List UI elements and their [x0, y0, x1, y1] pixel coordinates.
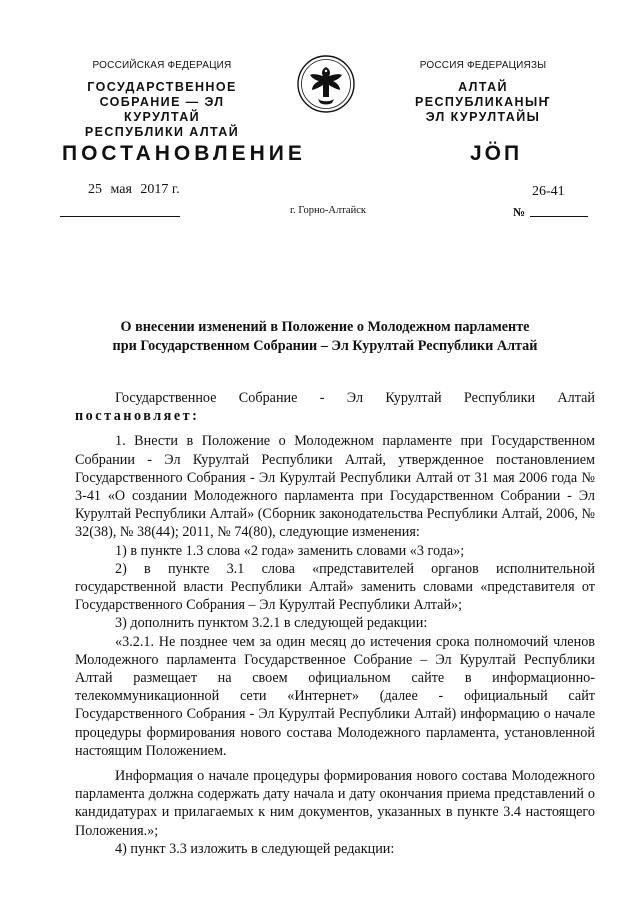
header-right: [388, 60, 578, 125]
header-left-line: РЕСПУБЛИКИ АЛТАЙ: [84, 125, 240, 139]
document-type-ru: ПОСТАНОВЛЕНИЕ: [62, 142, 306, 165]
date-month: мая: [110, 182, 132, 197]
header-left-line: ГОСУДАРСТВЕННОЕ: [87, 80, 237, 94]
number-underline: [530, 216, 588, 217]
date-year: 2017 г.: [140, 182, 180, 197]
document-number: 26-41: [532, 184, 565, 199]
coat-of-arms-icon: [296, 53, 356, 115]
intro-resolves: [75, 407, 595, 425]
paragraph-1: 1. Внести в Положение о Молодежном парламенте при Государственном Собрании - Эл Курултай Республики Алтай, утвержденное постановлением Государственного Собрания - Эл Курултай Республики Алтай от 31 мая 2006 года № 3-41 «О создании Молодежного парламента при Государственном Собрании - Эл Курултай Республики Алтай» (Сборник законодательства Республики Алтай, 2006, № 32(38), № 38(44); 2011, № 74(80), следующие изменения:: [75, 433, 595, 541]
heading-line: при Государственном Собрании – Эл Курултай Республики Алтай: [112, 338, 538, 354]
number-label: №: [513, 205, 526, 219]
paragraph-2: 1) в пункте 1.3 слова «2 года» заменить словами «3 года»;: [115, 542, 465, 559]
header-left-country: РОССИЙСКАЯ ФЕДЕРАЦИЯ: [92, 60, 232, 71]
resolves-word: постановляет:: [75, 408, 200, 425]
header-left: [62, 60, 262, 140]
heading-line: О внесении изменений в Положение о Молодежном парламенте: [120, 319, 530, 335]
paragraph-4: 3) дополнить пунктом 3.2.1 в следующей редакции:: [115, 615, 428, 632]
header-left-line: СОБРАНИЕ — ЭЛ КУРУЛТАЙ: [99, 95, 225, 124]
document-heading: [60, 318, 590, 356]
paragraph-5: «3.2.1. Не позднее чем за один месяц до истечения срока полномочий членов Молодежного парламента Государственное Собрание – Эл Курултай Республики Алтай размещает на своем официальном сайте в информационно-телекоммуникационной сети «Интернет» (далее - официальный сайт Государственного Собрания - Эл Курултай Республики Алтай) информацию о начале процедуры формирования нового состава Молодежного парламента, установленной настоящим Положением.: [75, 633, 595, 759]
header-right-line: АЛТАЙ РЕСПУБЛИКАНЫҤ: [414, 80, 551, 109]
date-underline: [60, 216, 180, 217]
header-right-country: РОССИЯ ФЕДЕРАЦИЯЗЫ: [419, 60, 547, 71]
date-day: 25: [88, 182, 102, 197]
document-date: [88, 182, 185, 198]
header-right-line: ЭЛ КУРУЛТАЙЫ: [425, 110, 541, 124]
paragraph-6: Информация о начале процедуры формирования нового состава Молодежного парламента должна содержать дату начала и дату окончания приема представлений о кандидатурах и прилагаемых к ним документов, указанных в пункте 3.4 настоящего Положения.»;: [75, 768, 595, 839]
intro-paragraph: Государственное Собрание - Эл Курултай Республики Алтай: [115, 390, 595, 406]
document-type-alt: ЈӦП: [470, 142, 523, 165]
paragraph-7: 4) пункт 3.3 изложить в следующей редакции:: [115, 840, 395, 857]
document-city: г. Горно-Алтайск: [290, 205, 366, 216]
paragraph-3: 2) в пункте 3.1 слова «представителей органов исполнительной государственной власти Республики Алтай» заменить словами «представителя от Государственного Собрания – Эл Курултай Республики Алтай»;: [75, 560, 595, 614]
document-body: [75, 389, 595, 858]
